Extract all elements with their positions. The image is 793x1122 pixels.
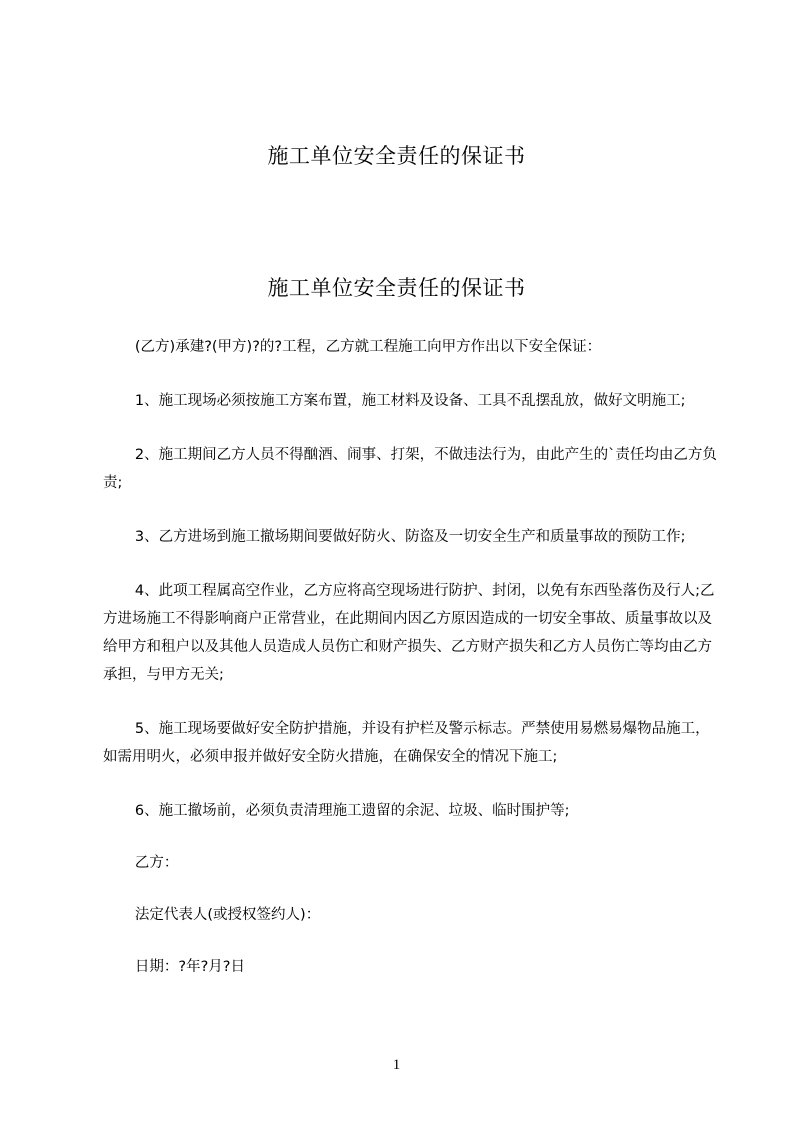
clause-3: 3、乙方进场到施工撤场期间要做好防火、防盗及一切安全生产和质量事故的预防工作; — [134, 529, 686, 545]
clause-1: 1、施工现场必须按施工方案布置，施工材料及设备、工具不乱摆乱放，做好文明施工; — [134, 393, 686, 409]
document-title-repeat: 施工单位安全责任的保证书 — [267, 144, 526, 168]
signature-party: 乙方： — [134, 855, 179, 871]
document-title: 施工单位安全责任的保证书 — [267, 276, 526, 300]
signature-representative: 法定代表人(或授权签约人)： — [134, 907, 321, 923]
clause-5: 5、施工现场要做好安全防护措施，并设有护栏及警示标志。严禁使用易燃易爆物品施工，如需用明火，必须申报并做好安全防火措施，在确保安全的情况下施工; — [103, 721, 710, 765]
page-number: 1 — [392, 1057, 401, 1073]
clause-6: 6、施工撤场前，必须负责清理施工遗留的余泥、垃圾、临时围护等; — [134, 803, 570, 819]
intro-paragraph: (乙方)承建?(甲方)?的?工程，乙方就工程施工向甲方作出以下安全保证： — [134, 339, 602, 355]
clause-4: 4、此项工程属高空作业，乙方应将高空现场进行防护、封闭，以免有东西坠落伤及行人;乙方进场施工不得影响商户正常营业，在此期间内因乙方原因造成的一切安全事故、质量事故以及给甲方和租户以及其他人员造成人员伤亡和财产损失、乙方财产损失和乙方人员伤亡等均由乙方承担，与甲方无关; — [103, 583, 715, 683]
document-body — [103, 333, 717, 981]
clause-2: 2、施工期间乙方人员不得酗酒、闹事、打架，不做违法行为，由此产生的`责任均由乙方负责; — [103, 447, 717, 491]
signature-date: 日期：?年?月?日 — [134, 959, 245, 975]
